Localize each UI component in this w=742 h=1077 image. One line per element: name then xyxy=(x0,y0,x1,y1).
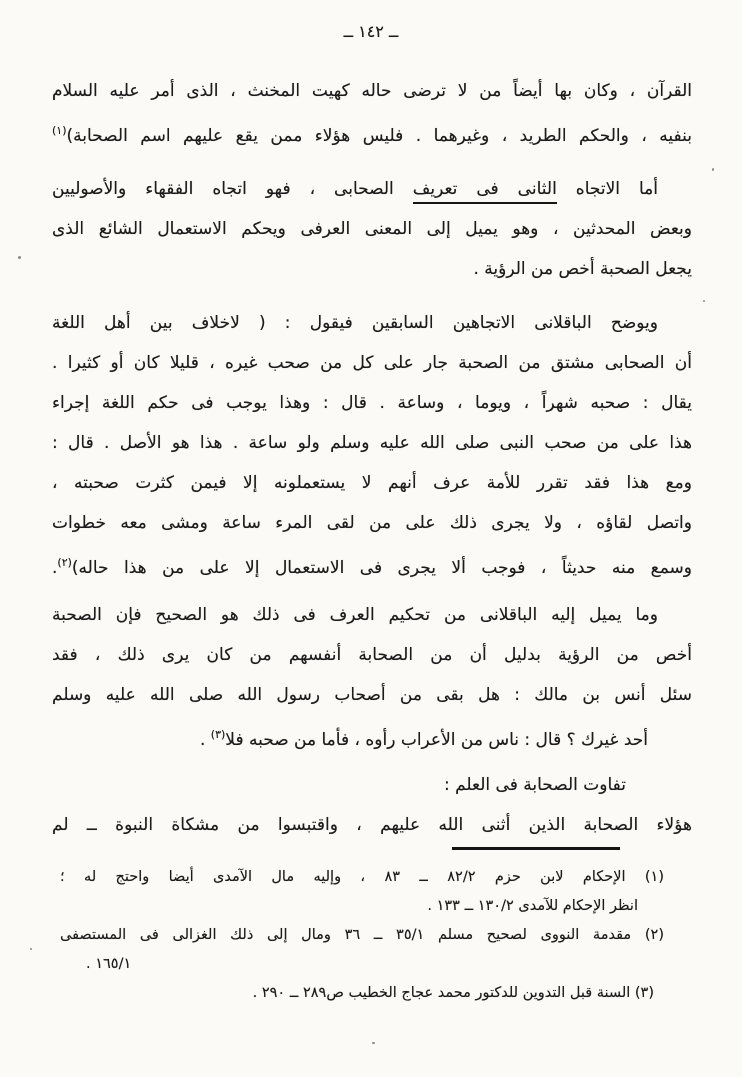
text-line: يقال : صحبه شهراً ، ويوما ، وساعة . قال : وهذا يوجب فى حكم اللغة إجراء xyxy=(52,393,692,413)
text-line: القرآن ، وكان بها أيضاً من لا ترضى حاله كهيت المخنث ، الذى أمر عليه السلام xyxy=(52,81,692,101)
text-segment: أحد غيرك ؟ قال : ناس من الأعراب رأوه ، فأما من صحبه فلا xyxy=(225,730,648,750)
text-segment: أما الاتجاه xyxy=(556,179,659,199)
footnote-line: (١) الإحكام لابن حزم ٨٢/٢ ــ ٨٣ ، وإليه مال الآمدى أيضا واحتج له ؛ xyxy=(60,869,665,885)
scan-speck xyxy=(703,300,705,302)
section-heading: تفاوت الصحابة فى العلم : xyxy=(443,775,626,795)
text-line: وما يميل إليه الباقلانى من تحكيم العرف فى ذلك هو الصحيح فإن الصحبة xyxy=(52,605,658,625)
underlined-phrase: الثانى فى تعريف xyxy=(413,179,557,204)
scan-speck xyxy=(30,948,32,950)
text-line xyxy=(52,111,692,151)
text-line: سئل أنس بن مالك : هل بقى من أصحاب رسول الله صلى الله عليه وسلم xyxy=(52,685,692,705)
footnote-marker-2: (٢) xyxy=(57,556,72,569)
footnote-line: انظر الإحكام للآمدى ١٣٠/٢ ــ ١٣٣ . xyxy=(427,898,638,914)
text-line: وبعض المحدثين ، وهو يميل إلى المعنى العرفى ويحكم الاستعمال الشائع الذى xyxy=(52,219,692,239)
footnote-marker-3: (٣) xyxy=(210,728,226,741)
footnote-line: (٣) السنة قبل التدوين للدكتور محمد عجاج الخطيب ص٢٨٩ ــ ٢٩٠ . xyxy=(252,985,654,1001)
page-body xyxy=(52,71,692,845)
text-segment: بنفيه ، والحكم الطريد ، وغيرهما . فليس هؤلاء ممن يقع عليهم اسم الصحابة) xyxy=(66,126,692,146)
text-line xyxy=(52,715,692,755)
text-line: أخص من الرؤية بدليل أن من الصحابة أنفسهم من كان يرى ذلك ، فقد xyxy=(52,645,692,665)
footnote-separator xyxy=(452,847,620,850)
text-segment: . xyxy=(52,558,58,578)
text-line: أن الصحابى مشتق من الصحبة جار على كل من صحب غيره ، قليلا كان أو كثيرا . xyxy=(52,353,692,373)
footnotes-block xyxy=(60,847,664,1008)
text-segment: وسمع منه حديثاً ، فوجب ألا يجرى فى الاستعمال إلا على من هذا حاله) xyxy=(71,558,692,578)
text-segment: . xyxy=(199,730,211,750)
text-segment: الصحابى ، فهو اتجاه الفقهاء والأصوليين xyxy=(52,179,413,199)
scan-speck xyxy=(372,1042,375,1044)
text-line xyxy=(52,543,692,583)
scan-speck xyxy=(18,256,21,259)
footnote-line: ١٦٥/١ . xyxy=(86,956,132,972)
text-line xyxy=(52,169,692,209)
text-line: هذا على من صحب النبى صلى الله عليه وسلم ولو ساعة . هذا هو الأصل . قال : xyxy=(52,433,692,453)
text-line: يجعل الصحبة أخص من الرؤية . xyxy=(473,259,692,279)
text-line: ويوضح الباقلانى الاتجاهين السابقين فيقول : ( لاخلاف بين أهل اللغة xyxy=(52,313,658,333)
footnote-marker-1: (١) xyxy=(52,124,67,137)
page-number: ــ ١٤٢ ــ xyxy=(343,22,399,41)
text-line: ومع هذا فقد تقرر للأمة عرف أنهم لا يستعملونه إلا فيمن كثرت صحبته ، xyxy=(52,473,692,493)
text-line: هؤلاء الصحابة الذين أثنى الله عليهم ، واقتبسوا من مشكاة النبوة ــ لم xyxy=(52,815,692,835)
scan-speck xyxy=(712,168,714,171)
text-line: واتصل لقاؤه ، ولا يجرى ذلك على من لقى المرء ساعة ومشى معه خطوات xyxy=(52,513,692,533)
footnote-line: (٢) مقدمة النووى لصحيح مسلم ٣٥/١ ــ ٣٦ ومال إلى ذلك الغزالى فى المستصفى xyxy=(60,927,664,943)
